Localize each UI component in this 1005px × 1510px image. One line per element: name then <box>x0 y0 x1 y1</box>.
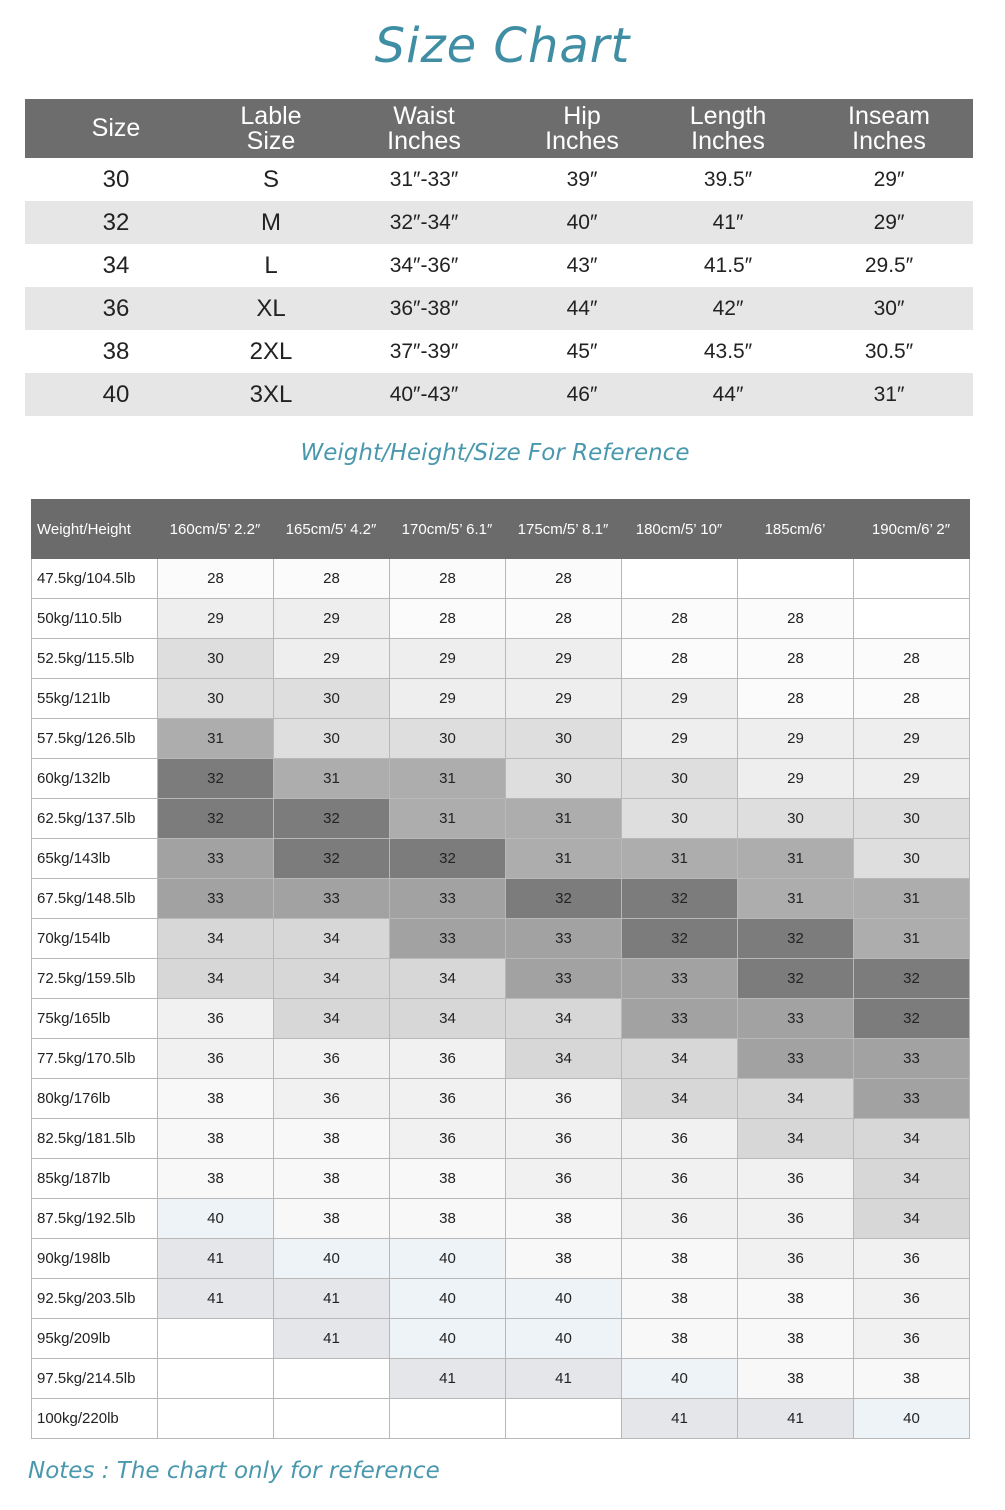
size-cell: 38 <box>506 1239 622 1279</box>
row-label: 80kg/176lb <box>32 1079 158 1119</box>
cell-hip: 44″ <box>566 296 598 320</box>
size-cell: 34 <box>506 1039 622 1079</box>
size-cell: 34 <box>390 959 506 999</box>
size-cell: 30 <box>506 759 622 799</box>
cell-label-size: 2XL <box>249 337 293 365</box>
row-label: 65kg/143lb <box>32 839 158 879</box>
cell-waist: 32″-34″ <box>389 210 459 234</box>
cell-length: 43.5″ <box>703 339 753 363</box>
size-cell: 29 <box>506 679 622 719</box>
table-row <box>32 839 970 879</box>
table-row <box>32 799 970 839</box>
size-cell: 32 <box>274 839 390 879</box>
row-label: 77.5kg/170.5lb <box>32 1039 158 1079</box>
page-title: Size Chart <box>374 18 631 74</box>
column-header: 160cm/5’ 2.2″ <box>169 520 261 538</box>
size-cell: 32 <box>738 919 854 959</box>
row-label: 60kg/132lb <box>32 759 158 799</box>
size-cell: 32 <box>390 839 506 879</box>
row-label: 75kg/165lb <box>32 999 158 1039</box>
size-cell: 28 <box>158 559 274 599</box>
size-cell: 40 <box>622 1359 738 1399</box>
size-cell: 28 <box>506 599 622 639</box>
size-cell: 40 <box>390 1319 506 1359</box>
size-cell: 34 <box>274 959 390 999</box>
column-header: 165cm/5’ 4.2″ <box>285 520 377 538</box>
size-cell: 29 <box>390 639 506 679</box>
table-row <box>32 1279 970 1319</box>
cell-size: 32 <box>102 208 130 236</box>
size-cell <box>158 1319 274 1359</box>
size-cell: 30 <box>854 799 970 839</box>
cell-label-size: M <box>261 208 281 236</box>
size-cell: 36 <box>390 1039 506 1079</box>
size-cell: 33 <box>158 839 274 879</box>
size-cell: 36 <box>506 1119 622 1159</box>
cell-hip: 39″ <box>566 167 598 191</box>
row-label: 85kg/187lb <box>32 1159 158 1199</box>
row-label: 67.5kg/148.5lb <box>32 879 158 919</box>
size-cell: 31 <box>390 759 506 799</box>
size-cell: 34 <box>738 1119 854 1159</box>
size-cell: 40 <box>274 1239 390 1279</box>
size-cell: 34 <box>854 1199 970 1239</box>
notes-text: Notes : The chart only for reference <box>28 1458 440 1484</box>
table-row <box>32 1359 970 1399</box>
row-label: 90kg/198lb <box>32 1239 158 1279</box>
size-cell: 29 <box>274 599 390 639</box>
size-cell: 38 <box>738 1279 854 1319</box>
size-cell <box>390 1399 506 1439</box>
reference-table <box>31 499 970 1439</box>
table-row <box>32 919 970 959</box>
size-cell: 36 <box>274 1079 390 1119</box>
size-cell: 31 <box>506 799 622 839</box>
cell-length: 41.5″ <box>703 253 753 277</box>
size-cell: 38 <box>390 1159 506 1199</box>
table-row <box>32 559 970 599</box>
cell-label-size: S <box>262 165 279 193</box>
size-cell <box>274 1399 390 1439</box>
size-cell: 38 <box>622 1319 738 1359</box>
reference-table-header <box>31 499 970 559</box>
size-cell: 30 <box>622 759 738 799</box>
size-cell: 28 <box>506 559 622 599</box>
size-cell: 34 <box>158 959 274 999</box>
row-label: 47.5kg/104.5lb <box>32 559 158 599</box>
size-cell: 28 <box>274 559 390 599</box>
size-cell: 41 <box>506 1359 622 1399</box>
size-cell: 32 <box>622 919 738 959</box>
row-label: 70kg/154lb <box>32 919 158 959</box>
row-label: 97.5kg/214.5lb <box>32 1359 158 1399</box>
cell-waist: 36″-38″ <box>389 296 459 320</box>
size-table-header <box>25 99 973 158</box>
column-header: 170cm/5’ 6.1″ <box>401 520 493 538</box>
size-cell: 40 <box>506 1319 622 1359</box>
header-length: Length Inches <box>689 101 767 155</box>
cell-label-size: 3XL <box>249 380 293 408</box>
table-row <box>32 599 970 639</box>
size-cell <box>158 1399 274 1439</box>
size-cell: 29 <box>622 719 738 759</box>
size-cell: 30 <box>622 799 738 839</box>
size-cell <box>158 1359 274 1399</box>
cell-waist: 31″-33″ <box>389 167 459 191</box>
row-label: 100kg/220lb <box>32 1399 158 1439</box>
size-cell: 29 <box>506 639 622 679</box>
size-cell: 38 <box>738 1319 854 1359</box>
size-table <box>25 99 973 416</box>
size-cell: 31 <box>738 879 854 919</box>
cell-inseam: 30.5″ <box>864 339 914 363</box>
size-cell: 34 <box>158 919 274 959</box>
column-header: 190cm/6’ 2″ <box>871 520 951 538</box>
table-row <box>32 1119 970 1159</box>
size-cell: 31 <box>158 719 274 759</box>
table-row <box>25 244 973 287</box>
size-cell: 30 <box>274 679 390 719</box>
row-label: 87.5kg/192.5lb <box>32 1199 158 1239</box>
size-cell: 33 <box>506 919 622 959</box>
size-cell: 29 <box>622 679 738 719</box>
size-table-body <box>25 158 973 416</box>
size-cell: 33 <box>622 959 738 999</box>
table-row <box>32 1399 970 1439</box>
size-cell: 30 <box>506 719 622 759</box>
size-cell: 28 <box>390 599 506 639</box>
size-cell: 32 <box>622 879 738 919</box>
size-cell: 33 <box>738 1039 854 1079</box>
size-cell: 40 <box>390 1279 506 1319</box>
size-cell: 40 <box>854 1399 970 1439</box>
cell-length: 41″ <box>712 210 744 234</box>
reference-title: Weight/Height/Size For Reference <box>300 440 690 466</box>
size-cell: 34 <box>622 1079 738 1119</box>
size-cell: 28 <box>390 559 506 599</box>
size-cell: 38 <box>274 1119 390 1159</box>
size-cell: 34 <box>854 1119 970 1159</box>
size-cell: 32 <box>854 959 970 999</box>
size-cell: 36 <box>274 1039 390 1079</box>
size-cell: 41 <box>274 1279 390 1319</box>
row-label: 57.5kg/126.5lb <box>32 719 158 759</box>
size-cell: 38 <box>274 1159 390 1199</box>
size-cell: 38 <box>506 1199 622 1239</box>
size-cell: 33 <box>274 879 390 919</box>
size-cell: 41 <box>390 1359 506 1399</box>
size-cell: 38 <box>158 1079 274 1119</box>
size-cell: 29 <box>158 599 274 639</box>
header-waist: Waist Inches <box>387 101 461 155</box>
size-cell: 33 <box>738 999 854 1039</box>
size-cell <box>854 559 970 599</box>
size-cell: 28 <box>622 639 738 679</box>
table-row <box>32 879 970 919</box>
size-cell: 36 <box>622 1199 738 1239</box>
size-cell: 36 <box>158 999 274 1039</box>
size-cell: 29 <box>854 719 970 759</box>
size-cell: 28 <box>738 679 854 719</box>
reference-table-body <box>31 559 970 1439</box>
size-cell: 31 <box>506 839 622 879</box>
size-cell: 31 <box>738 839 854 879</box>
size-cell: 30 <box>158 639 274 679</box>
size-cell: 29 <box>274 639 390 679</box>
table-row <box>25 201 973 244</box>
header-size: Size <box>91 114 141 142</box>
size-cell: 30 <box>390 719 506 759</box>
size-cell: 28 <box>854 679 970 719</box>
size-cell: 36 <box>738 1159 854 1199</box>
table-row <box>32 1039 970 1079</box>
size-cell: 32 <box>274 799 390 839</box>
size-cell: 31 <box>274 759 390 799</box>
table-row <box>32 679 970 719</box>
size-cell: 38 <box>158 1119 274 1159</box>
size-cell: 28 <box>622 599 738 639</box>
table-row <box>32 759 970 799</box>
row-label: 62.5kg/137.5lb <box>32 799 158 839</box>
size-cell: 32 <box>158 799 274 839</box>
size-cell: 41 <box>274 1319 390 1359</box>
size-cell: 36 <box>854 1319 970 1359</box>
size-cell: 31 <box>622 839 738 879</box>
size-cell: 41 <box>622 1399 738 1439</box>
size-cell: 29 <box>390 679 506 719</box>
size-cell <box>506 1399 622 1439</box>
size-cell: 33 <box>390 919 506 959</box>
column-header: 175cm/5’ 8.1″ <box>517 520 609 538</box>
size-cell: 31 <box>390 799 506 839</box>
size-cell <box>622 559 738 599</box>
table-row <box>32 1159 970 1199</box>
size-cell: 28 <box>738 599 854 639</box>
size-cell: 38 <box>158 1159 274 1199</box>
size-cell: 38 <box>854 1359 970 1399</box>
header-lable-size: Lable Size <box>240 101 302 155</box>
size-cell: 33 <box>854 1079 970 1119</box>
cell-inseam: 30″ <box>873 296 905 320</box>
cell-length: 44″ <box>712 382 744 406</box>
size-cell: 41 <box>158 1279 274 1319</box>
size-cell: 34 <box>274 999 390 1039</box>
cell-inseam: 29.5″ <box>864 253 914 277</box>
row-label: 95kg/209lb <box>32 1319 158 1359</box>
size-cell: 34 <box>390 999 506 1039</box>
size-cell: 31 <box>854 919 970 959</box>
cell-hip: 40″ <box>566 210 598 234</box>
size-cell: 36 <box>506 1079 622 1119</box>
cell-waist: 37″-39″ <box>389 339 459 363</box>
size-cell: 36 <box>622 1159 738 1199</box>
size-cell <box>274 1359 390 1399</box>
row-label: 72.5kg/159.5lb <box>32 959 158 999</box>
cell-size: 40 <box>102 380 130 408</box>
size-cell: 36 <box>390 1119 506 1159</box>
size-cell: 33 <box>622 999 738 1039</box>
size-cell: 40 <box>390 1239 506 1279</box>
size-cell: 30 <box>158 679 274 719</box>
table-row <box>32 639 970 679</box>
size-cell: 29 <box>738 719 854 759</box>
size-cell: 41 <box>738 1399 854 1439</box>
cell-size: 36 <box>102 294 130 322</box>
size-cell: 38 <box>274 1199 390 1239</box>
cell-size: 38 <box>102 337 130 365</box>
cell-hip: 46″ <box>566 382 598 406</box>
header-weight-height: Weight/Height <box>37 520 131 538</box>
size-cell: 33 <box>158 879 274 919</box>
row-label: 52.5kg/115.5lb <box>32 639 158 679</box>
cell-waist: 40″-43″ <box>389 382 459 406</box>
size-cell: 36 <box>738 1199 854 1239</box>
table-row <box>25 330 973 373</box>
size-cell: 31 <box>854 879 970 919</box>
size-cell: 34 <box>738 1079 854 1119</box>
cell-waist: 34″-36″ <box>389 253 459 277</box>
row-label: 82.5kg/181.5lb <box>32 1119 158 1159</box>
size-cell: 30 <box>854 839 970 879</box>
table-row <box>32 999 970 1039</box>
size-cell <box>854 599 970 639</box>
table-row <box>32 1319 970 1359</box>
size-cell: 30 <box>274 719 390 759</box>
table-row <box>32 1079 970 1119</box>
column-header: 180cm/5’ 10″ <box>635 520 723 538</box>
size-cell: 32 <box>738 959 854 999</box>
size-cell: 33 <box>390 879 506 919</box>
cell-hip: 43″ <box>566 253 598 277</box>
header-hip: Hip Inches <box>545 101 619 155</box>
cell-length: 39.5″ <box>703 167 753 191</box>
size-cell: 36 <box>390 1079 506 1119</box>
size-cell: 29 <box>854 759 970 799</box>
row-label: 50kg/110.5lb <box>32 599 158 639</box>
column-header: 185cm/6’ <box>764 520 826 538</box>
size-cell: 36 <box>854 1279 970 1319</box>
size-cell: 38 <box>622 1279 738 1319</box>
cell-inseam: 31″ <box>873 382 905 406</box>
size-cell: 32 <box>854 999 970 1039</box>
size-cell: 34 <box>274 919 390 959</box>
size-cell: 36 <box>622 1119 738 1159</box>
size-cell: 38 <box>738 1359 854 1399</box>
size-cell: 36 <box>854 1239 970 1279</box>
row-label: 55kg/121lb <box>32 679 158 719</box>
size-cell: 36 <box>158 1039 274 1079</box>
size-cell: 36 <box>738 1239 854 1279</box>
table-row <box>25 373 973 416</box>
cell-inseam: 29″ <box>873 210 905 234</box>
cell-size: 30 <box>102 165 130 193</box>
table-row <box>32 1239 970 1279</box>
size-cell: 41 <box>158 1239 274 1279</box>
header-inseam: Inseam Inches <box>848 101 930 155</box>
size-cell: 33 <box>506 959 622 999</box>
size-cell: 40 <box>158 1199 274 1239</box>
cell-label-size: XL <box>256 294 286 322</box>
size-cell: 38 <box>390 1199 506 1239</box>
cell-length: 42″ <box>712 296 744 320</box>
cell-inseam: 29″ <box>873 167 905 191</box>
size-cell: 34 <box>854 1159 970 1199</box>
table-row <box>25 287 973 330</box>
cell-size: 34 <box>102 251 130 279</box>
size-cell: 38 <box>622 1239 738 1279</box>
table-row <box>32 959 970 999</box>
size-cell: 29 <box>738 759 854 799</box>
size-cell: 28 <box>854 639 970 679</box>
size-cell: 28 <box>738 639 854 679</box>
size-cell: 33 <box>854 1039 970 1079</box>
size-cell: 34 <box>622 1039 738 1079</box>
size-cell: 40 <box>506 1279 622 1319</box>
size-cell: 36 <box>506 1159 622 1199</box>
cell-hip: 45″ <box>566 339 598 363</box>
size-cell: 32 <box>506 879 622 919</box>
table-row <box>32 1199 970 1239</box>
cell-label-size: L <box>264 251 278 279</box>
size-cell <box>738 559 854 599</box>
size-cell: 32 <box>158 759 274 799</box>
table-row <box>32 719 970 759</box>
row-label: 92.5kg/203.5lb <box>32 1279 158 1319</box>
table-row <box>25 158 973 201</box>
size-cell: 34 <box>506 999 622 1039</box>
size-cell: 30 <box>738 799 854 839</box>
